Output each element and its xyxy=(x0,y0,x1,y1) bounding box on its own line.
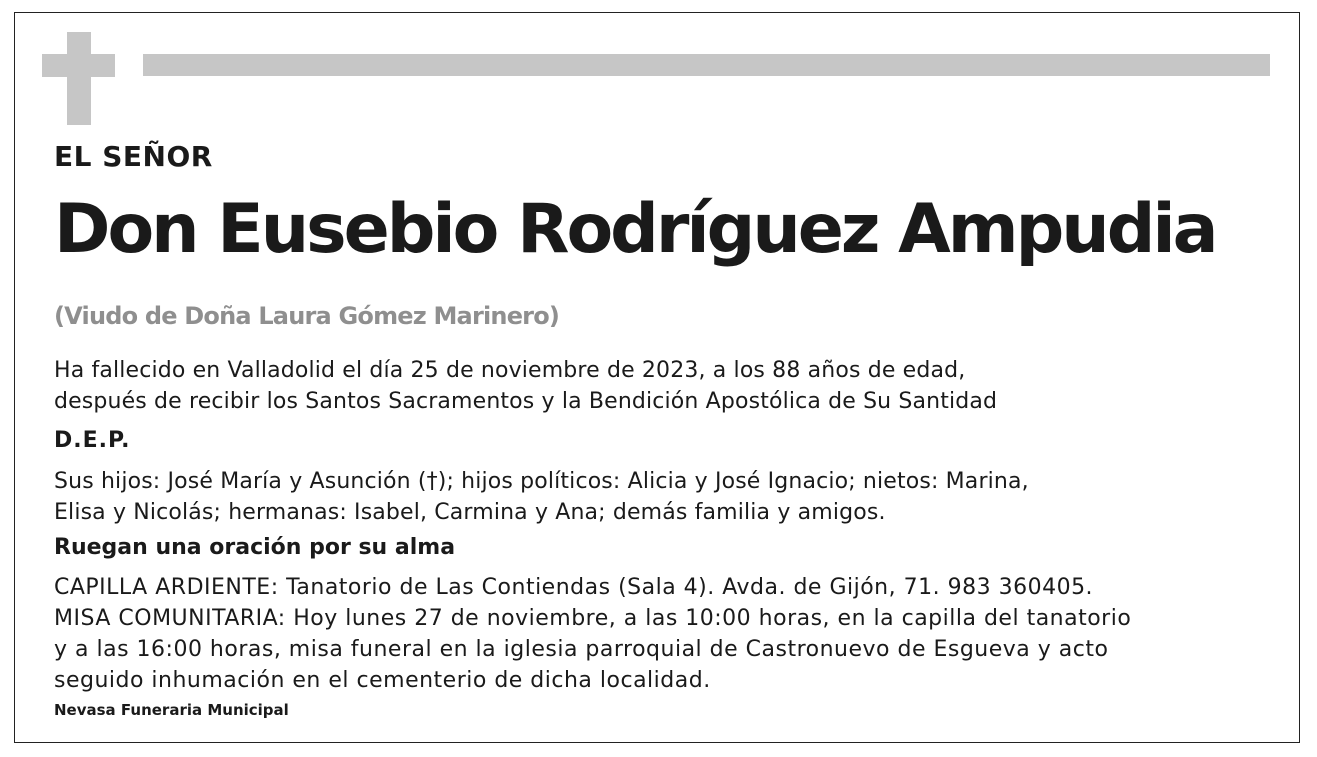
cross-icon-horizontal xyxy=(42,54,115,77)
death-notice-paragraph xyxy=(54,355,997,417)
widower-subtitle: (Viudo de Doña Laura Gómez Marinero) xyxy=(54,302,560,330)
service-details-line: CAPILLA ARDIENTE: Tanatorio de Las Contiendas (Sala 4). Avda. de Gijón, 71. 983 360405. xyxy=(54,575,1094,600)
death-notice-line: Ha fallecido en Valladolid el día 25 de noviembre de 2023, a los 88 años de edad, xyxy=(54,358,966,383)
funeral-home-name: Nevasa Funeraria Municipal xyxy=(54,701,289,719)
family-paragraph xyxy=(54,466,1029,528)
service-details-line: y a las 16:00 horas, misa funeral en la iglesia parroquial de Castronuevo de Esgueva y acto xyxy=(54,637,1109,662)
service-details-paragraph xyxy=(54,572,1131,696)
deceased-name: Don Eusebio Rodríguez Ampudia xyxy=(54,190,1216,269)
cross-icon-vertical xyxy=(67,32,91,125)
prayer-request: Ruegan una oración por su alma xyxy=(54,535,456,560)
death-notice-line: después de recibir los Santos Sacramentos y la Bendición Apostólica de Su Santidad xyxy=(54,389,998,414)
dep-label: D.E.P. xyxy=(54,428,131,453)
intro-title: EL SEÑOR xyxy=(54,140,213,173)
service-details-line: seguido inhumación en el cementerio de dicha localidad. xyxy=(54,668,711,693)
family-line: Sus hijos: José María y Asunción (†); hijos políticos: Alicia y José Ignacio; nietos: Marina, xyxy=(54,469,1029,494)
family-line: Elisa y Nicolás; hermanas: Isabel, Carmina y Ana; demás familia y amigos. xyxy=(54,500,886,525)
service-details-line: MISA COMUNITARIA: Hoy lunes 27 de noviembre, a las 10:00 horas, en la capilla del tanatorio xyxy=(54,606,1132,631)
header-rule xyxy=(143,54,1270,76)
